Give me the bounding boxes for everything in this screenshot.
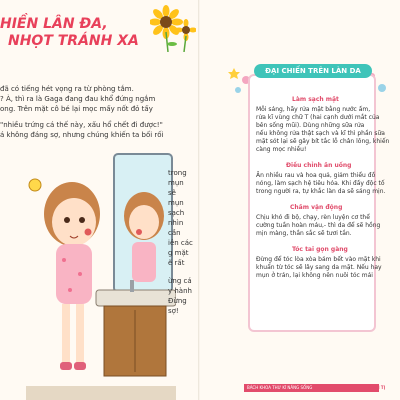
publisher-logo: ĐINH TỊ bbox=[368, 385, 386, 390]
text-line: trong người ra, tự khắc làn da sẽ sáng mịn. bbox=[256, 188, 386, 195]
text-line: sẽ bbox=[168, 189, 176, 197]
paragraph-cleanse bbox=[256, 106, 389, 154]
heading-hair: Tóc tai gọn gàng bbox=[292, 246, 348, 253]
side-text-column bbox=[168, 168, 193, 316]
footer-bar: BÁCH KHOA THƯ KĨ NĂNG SỐNG bbox=[244, 384, 379, 392]
heading-cleanse: Làm sạch mặt bbox=[292, 96, 339, 103]
text-line: y hành bbox=[168, 287, 192, 295]
text-line: ừng cá bbox=[168, 277, 192, 285]
text-line: càng mọc nhiều! bbox=[256, 146, 307, 153]
text-line: đã có tiếng hét vọng ra từ phòng tắm. bbox=[0, 85, 134, 93]
text-line: ? À, thì ra là Gaga đang đau khổ đứng ngắm bbox=[0, 95, 156, 103]
text-line: bên sống mũi). Dùng những sữa rửa bbox=[256, 122, 365, 129]
text-line: sạch bbox=[168, 209, 185, 217]
text-line: mặt sót lại sẽ gây bít tắc lỗ chân lông, khiến bbox=[256, 138, 390, 145]
text-line: Mỗi sáng, hãy rửa mặt bằng nước ấm, bbox=[256, 106, 371, 113]
text-line: mịn màng, thần sắc sẽ tươi tắn. bbox=[256, 230, 352, 237]
text-line: rửa kĩ vùng chữ T (hai cạnh dưới mắt của bbox=[256, 114, 380, 121]
paragraph-exercise bbox=[256, 214, 380, 238]
text-line: iên các bbox=[168, 239, 193, 247]
sunflower-icon bbox=[150, 4, 196, 52]
text-line: ẽ rất bbox=[168, 259, 185, 267]
text-line: khuẩn từ tóc sẽ lây sang da mặt. Nếu hay bbox=[256, 264, 382, 271]
text-line: mụn bbox=[168, 199, 184, 207]
paragraph-2 bbox=[0, 120, 164, 140]
girl-mirror-illustration bbox=[26, 150, 176, 400]
sparkle-icon bbox=[28, 178, 42, 192]
text-line: cần bbox=[168, 229, 181, 237]
text-line: Chịu khó đi bộ, chạy, rèn luyện cơ thể bbox=[256, 214, 370, 221]
title-line-2: NHỌT TRÁNH XA bbox=[8, 33, 139, 49]
text-line: nóng, làm sạch hệ tiêu hóa. Khi đấy độc tố bbox=[256, 180, 385, 187]
title-line-1: HIỀN LÂN ĐA, bbox=[0, 16, 108, 32]
text-line: cường tuần hoàn máu,- thì da để sẽ hồng bbox=[256, 222, 381, 229]
text-line: mụn bbox=[168, 179, 184, 187]
chapter-title bbox=[0, 16, 150, 50]
text-line: mụn ở trán, lại không nên nuôi tóc mái bbox=[256, 272, 373, 279]
text-line: Đừng bbox=[168, 297, 187, 305]
section-header: ĐẠI CHIẾN TRÊN LÀN DA bbox=[254, 64, 372, 78]
text-line: nếu không rửa thật sạch và kĩ thì phần sữa bbox=[256, 130, 385, 137]
paragraph-hair bbox=[256, 256, 382, 280]
text-line: nhìn bbox=[168, 219, 184, 227]
heading-diet: Điều chỉnh ăn uống bbox=[286, 162, 352, 169]
text-line: sợ! bbox=[168, 307, 179, 315]
text-line: "nhiều trứng cá thế này, xấu hổ chết đi được!" bbox=[0, 121, 163, 129]
text-line: Đừng để tóc lòa xòa bám bết vào mặt khi bbox=[256, 256, 381, 263]
paragraph-diet bbox=[256, 172, 385, 196]
text-line: ong. Trên mặt cô bé lại mọc mấy nốt đỏ tấy bbox=[0, 105, 153, 113]
heading-exercise: Chăm vận động bbox=[290, 204, 343, 211]
text-line: trong bbox=[168, 169, 187, 177]
paragraph-1 bbox=[0, 84, 155, 114]
text-line: Ăn nhiều rau và hoa quả, giảm thiểu đồ bbox=[256, 172, 376, 179]
text-line: á không đáng sợ, nhưng chúng khiến ta bối rối bbox=[0, 131, 164, 139]
text-line: g mặt bbox=[168, 249, 189, 257]
